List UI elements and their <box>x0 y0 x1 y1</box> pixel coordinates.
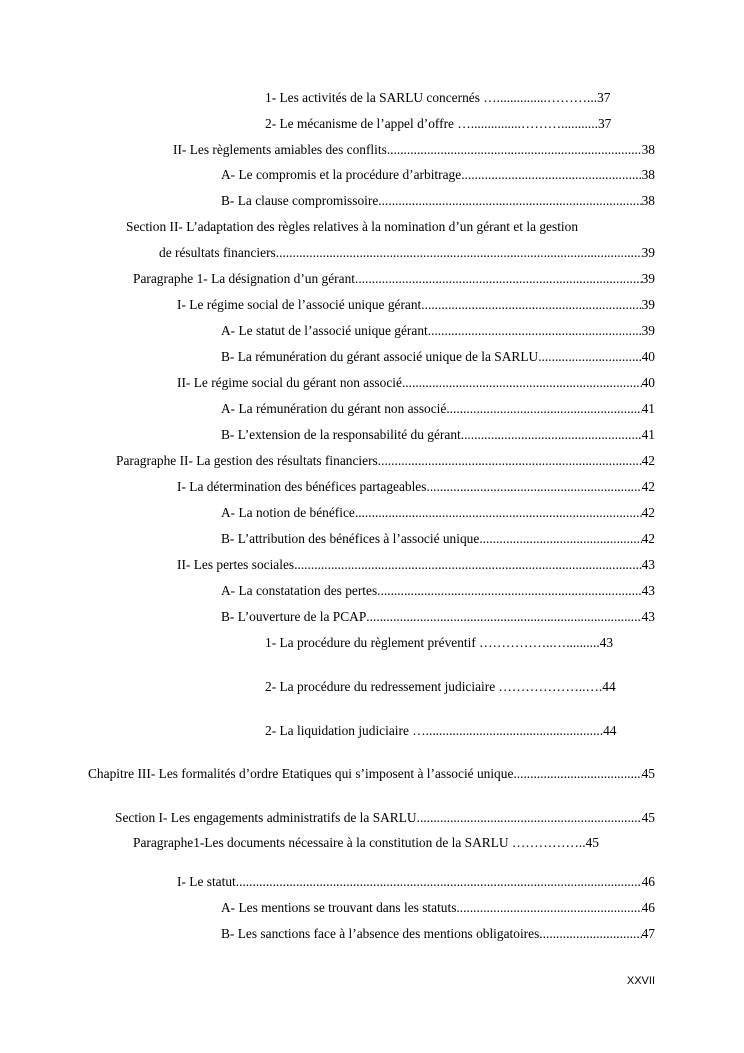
toc-entry <box>133 834 655 852</box>
toc-entry-page: 37 <box>597 90 611 105</box>
toc-entry <box>177 296 655 314</box>
toc-entry-page: 38 <box>641 142 655 157</box>
toc-entry-text: B- Les sanctions face à l’absence des mentions obligatoires <box>221 926 540 941</box>
toc-entry-text: A- Le statut de l’associé unique gérant <box>221 323 428 338</box>
toc-entry <box>115 809 655 827</box>
toc-entry-page: 42 <box>641 479 655 494</box>
toc-entry <box>177 478 655 496</box>
toc-entry-text: B- La clause compromissoire <box>221 193 379 208</box>
toc-entry-text: 2- Le mécanisme de l’appel d’offre …...............………........... <box>265 116 598 131</box>
leader-dots <box>426 478 641 496</box>
leader-dots <box>236 873 642 891</box>
toc-entry-text: Paragraphe1-Les documents nécessaire à la constitution de la SARLU …………….. <box>133 835 586 850</box>
leader-dots <box>513 765 641 783</box>
toc-entry-page: 41 <box>641 427 655 442</box>
leader-dots <box>366 608 641 626</box>
toc-entry-page: 42 <box>641 531 655 546</box>
toc-entry-text: 2- La liquidation judiciaire …..................................................... <box>265 723 604 738</box>
toc-entry <box>177 873 655 891</box>
toc-entry-page: 39 <box>641 297 655 312</box>
toc-entry <box>221 166 655 184</box>
leader-dots <box>276 244 642 262</box>
toc-entry <box>265 722 655 740</box>
toc-entry-page: 45 <box>641 810 655 825</box>
toc-entry-page: 46 <box>641 874 655 889</box>
toc-entry-text: de résultats financiers <box>159 245 276 260</box>
toc-entry-text: 1- La procédure du règlement préventif ……………..….......... <box>265 635 600 650</box>
toc-entry-page: 39 <box>641 271 655 286</box>
toc-entry-text: I- Le statut <box>177 874 236 889</box>
toc-entry <box>265 678 655 696</box>
toc-entry <box>173 141 655 159</box>
leader-dots <box>294 556 641 574</box>
toc-entry <box>177 374 655 392</box>
toc-entry-text: A- La rémunération du gérant non associé <box>221 401 447 416</box>
leader-dots <box>461 166 641 184</box>
toc-entry-page: 46 <box>641 900 655 915</box>
toc-entry-page: 45 <box>641 766 655 781</box>
leader-dots <box>402 374 642 392</box>
toc-entry-text: I- La détermination des bénéfices partageables <box>177 479 427 494</box>
toc-entry <box>265 89 655 107</box>
leader-dots <box>378 192 641 210</box>
toc-entry-page: 43 <box>641 557 655 572</box>
toc-entry-text: II- Le régime social du gérant non associé <box>177 375 402 390</box>
leader-dots <box>421 296 641 314</box>
page-number: XXVII <box>626 975 655 987</box>
toc-entry <box>221 582 655 600</box>
toc-entry-text: B- La rémunération du gérant associé unique de la SARLU <box>221 349 539 364</box>
leader-dots <box>479 530 641 548</box>
toc-entry-page: 39 <box>641 323 655 338</box>
toc-entry-text: B- L’ouverture de la PCAP <box>221 609 367 624</box>
toc-entry <box>221 504 655 522</box>
toc-entry <box>221 348 655 366</box>
toc-entry-page: 44 <box>603 723 617 738</box>
leader-dots <box>446 400 641 418</box>
toc-entry-text: Chapitre III- Les formalités d’ordre Etatiques qui s’imposent à l’associé unique <box>88 766 514 781</box>
toc-entry <box>133 270 655 288</box>
toc-entry <box>221 530 655 548</box>
toc-entry-text: Section I- Les engagements administratifs de la SARLU <box>115 810 417 825</box>
toc-entry <box>221 608 655 626</box>
toc-entry <box>116 452 655 470</box>
toc-entry-page: 45 <box>585 835 599 850</box>
toc-entry-text: B- L’extension de la responsabilité du gérant <box>221 427 461 442</box>
toc-entry <box>159 244 655 262</box>
toc-entry-page: 40 <box>641 349 655 364</box>
toc-entry-text: Paragraphe 1- La désignation d’un gérant <box>133 271 355 286</box>
toc-entry-text: II- Les pertes sociales <box>177 557 295 572</box>
toc-entry <box>221 925 655 943</box>
toc-entry-text: A- Le compromis et la procédure d’arbitrage <box>221 167 462 182</box>
leader-dots <box>456 899 641 917</box>
toc-entry-page: 43 <box>599 635 614 650</box>
leader-dots <box>461 426 642 444</box>
toc-entry-page: 47 <box>641 926 655 941</box>
toc-entry-page: 40 <box>641 375 655 390</box>
toc-entry <box>88 765 655 783</box>
toc-entry-page: 42 <box>641 453 655 468</box>
toc-entry <box>177 556 655 574</box>
toc-entry-text: Section II- L’adaptation des règles relatives à la nomination d’un gérant et la gestion <box>126 219 579 234</box>
toc-entry <box>221 322 655 340</box>
leader-dots <box>387 141 642 159</box>
toc-entry <box>221 899 655 917</box>
toc-entry-text: II- Les règlements amiables des conflits <box>173 142 387 157</box>
toc-entry-page: 39 <box>641 245 655 260</box>
toc-entry <box>221 400 655 418</box>
leader-dots <box>539 925 641 943</box>
toc-entry-text: A- La notion de bénéfice <box>221 505 355 520</box>
toc-entry-page: 44 <box>602 679 616 694</box>
leader-dots <box>355 504 642 522</box>
leader-dots <box>538 348 641 366</box>
toc-entry-text: B- L’attribution des bénéfices à l’associé unique <box>221 531 480 546</box>
leader-dots <box>417 809 642 827</box>
toc-entry <box>126 218 578 236</box>
toc-entry-page: 38 <box>641 167 655 182</box>
leader-dots <box>355 270 642 288</box>
toc-entry-text: Paragraphe II- La gestion des résultats financiers <box>116 453 378 468</box>
toc-entry-page: 43 <box>641 609 655 624</box>
toc-entry-text: A- Les mentions se trouvant dans les statuts <box>221 900 457 915</box>
toc-entry-text: I- Le régime social de l’associé unique gérant <box>177 297 422 312</box>
toc-entry-page: 37 <box>597 116 612 131</box>
toc-entry-text: 2- La procédure du redressement judiciaire ………………..…. <box>265 679 603 694</box>
toc-entry <box>221 426 655 444</box>
toc-entry-page: 38 <box>641 193 655 208</box>
toc-entry-text: 1- Les activités de la SARLU concernés …...............………... <box>265 90 598 105</box>
leader-dots <box>378 452 642 470</box>
toc-entry <box>265 634 655 652</box>
leader-dots <box>377 582 641 600</box>
toc-entry-page: 42 <box>641 505 655 520</box>
leader-dots <box>428 322 642 340</box>
toc-entry-text: A- La constatation des pertes <box>221 583 378 598</box>
toc-entry-page: 41 <box>641 401 655 416</box>
toc-entry-page: 43 <box>641 583 655 598</box>
toc-entry <box>221 192 655 210</box>
toc-entry <box>265 115 655 133</box>
